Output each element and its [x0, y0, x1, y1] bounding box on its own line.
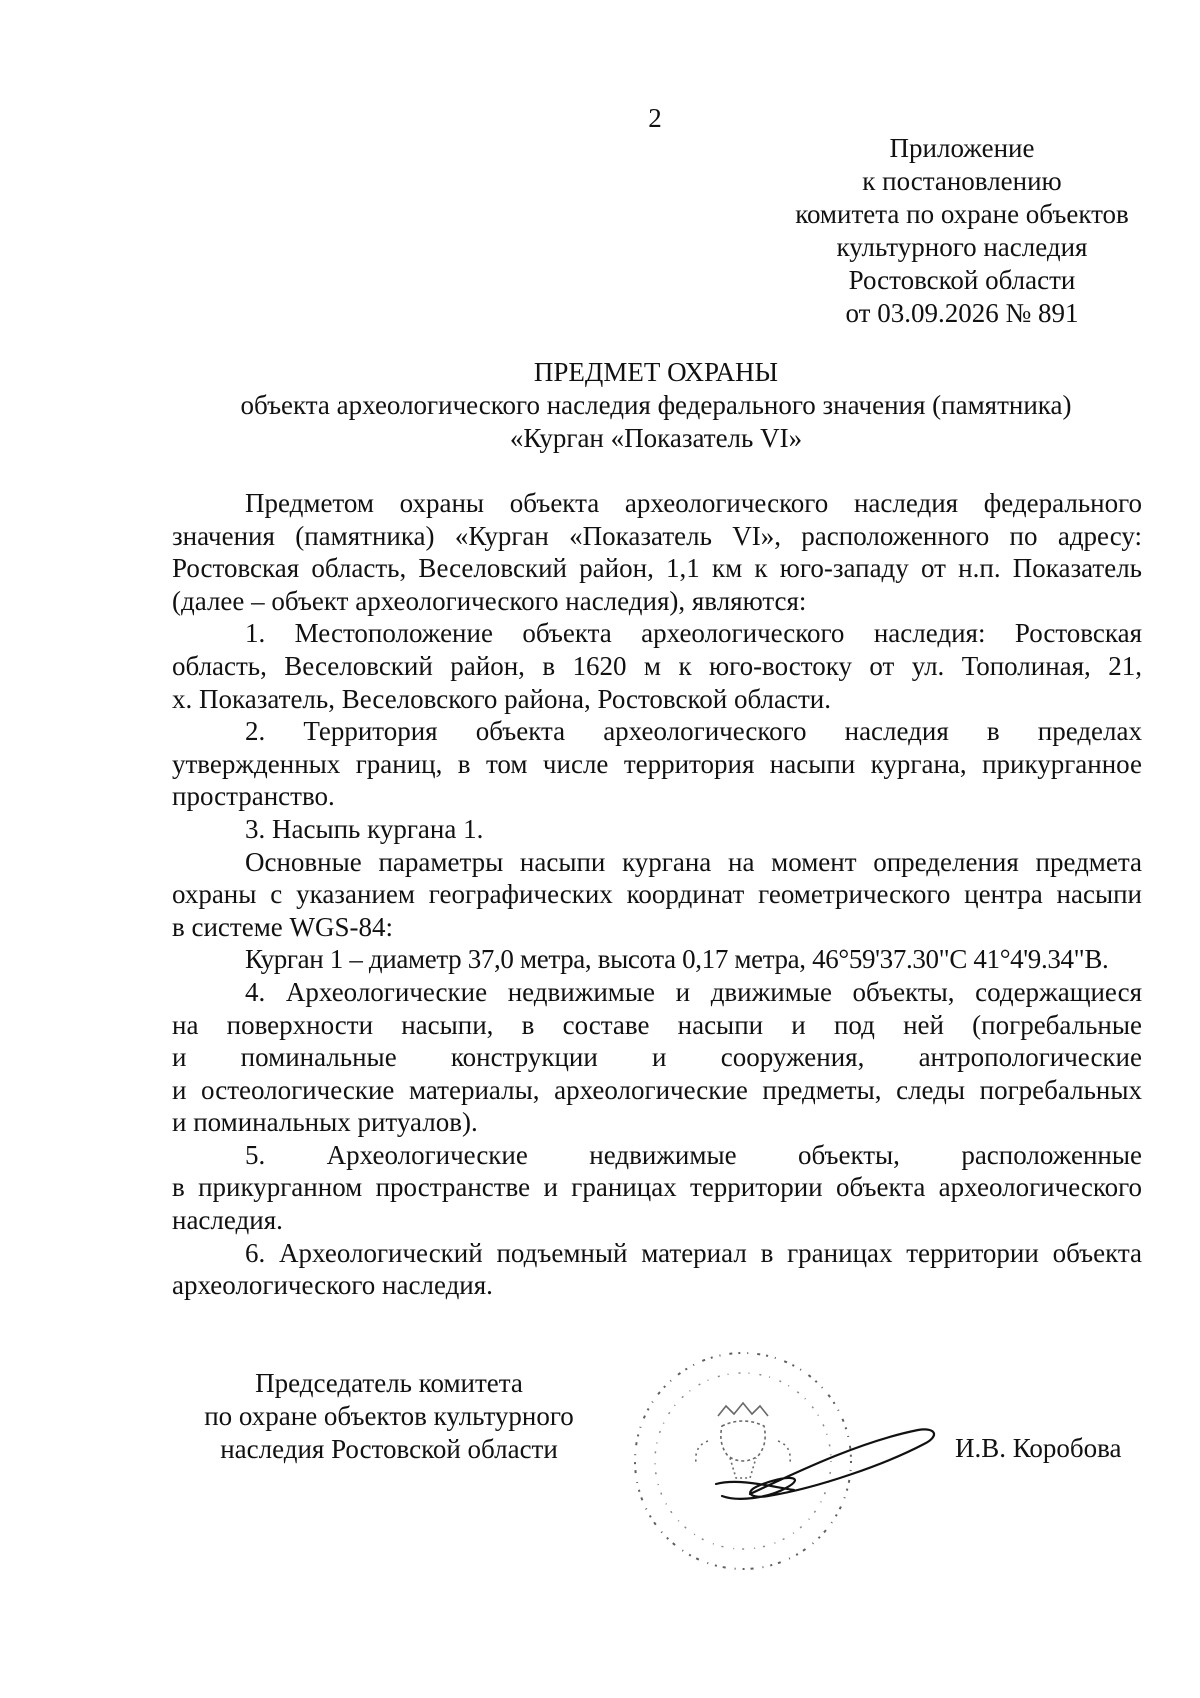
- appendix-line: Приложение: [889, 133, 1035, 163]
- text-line: Предметом охраны объекта археологического наследия федерального: [245, 488, 1142, 518]
- text-line: 5. Археологические недвижимые объекты, расположенные: [245, 1139, 1142, 1170]
- text-line: Ростовская область, Веселовский район, 1,1 км к юго-западу от н.п. Показатель: [172, 553, 1142, 584]
- kurgan-coordinates: [172, 943, 1142, 976]
- text-line: и остеологические материалы, археологические предметы, следы погребальных: [172, 1074, 1142, 1105]
- text-line: на поверхности насыпи, в составе насыпи и под ней (погребальные: [172, 1009, 1142, 1040]
- handwritten-signature: [716, 1429, 934, 1498]
- text-line: в системе WGS-84:: [172, 911, 394, 942]
- document-title: ПРЕДМЕТ ОХРАНЫ: [533, 357, 779, 387]
- intro-paragraph: [172, 487, 1142, 617]
- document-subtitle: объекта археологического наследия федерального значения (памятника): [240, 390, 1072, 420]
- document-subtitle: «Курган «Показатель VI»: [509, 423, 803, 453]
- list-item-1: [172, 617, 1142, 715]
- text-line: охраны с указанием географических координат геометрического центра насыпи: [172, 879, 1142, 910]
- text-line: 3. Насыпь кургана 1.: [245, 813, 484, 844]
- text-line: в прикурганном пространстве и границах территории объекта археологического: [172, 1172, 1142, 1203]
- signatory-position: [178, 1367, 600, 1466]
- text-line: 2. Территория объекта археологического наследия в пределах: [245, 716, 1142, 747]
- text-line: Курган 1 – диаметр 37,0 метра, высота 0,17 метра, 46°59'37.30"С 41°4'9.34"В.: [245, 944, 1109, 975]
- list-item-3: [172, 813, 1142, 846]
- list-item-2: [172, 715, 1142, 813]
- document-heading: [170, 356, 1142, 455]
- appendix-line: культурного наследия: [836, 232, 1088, 262]
- text-line: 1. Местоположение объекта археологического наследия: Ростовская: [245, 618, 1142, 649]
- list-item-4: [172, 976, 1142, 1139]
- seal-and-signature-icon: [618, 1346, 958, 1596]
- signatory-name: И.В. Коробова: [955, 1433, 1122, 1463]
- parameters-paragraph: [172, 846, 1142, 944]
- text-line: археологического наследия.: [172, 1270, 493, 1301]
- appendix-line: к постановлению: [862, 166, 1062, 196]
- appendix-block: [742, 132, 1182, 330]
- text-line: и поминальные конструкции и сооружения, антропологические: [172, 1042, 1142, 1073]
- list-item-6: [172, 1237, 1142, 1302]
- text-line: область, Веселовский район, в 1620 м к юго-востоку от ул. Тополиная, 21,: [172, 650, 1142, 681]
- appendix-date-line: от 03.09.2026 № 891: [845, 298, 1079, 328]
- appendix-line: Ростовской области: [848, 265, 1076, 295]
- appendix-line: комитета по охране объектов: [795, 199, 1129, 229]
- text-line: (далее – объект археологического наследия), являются:: [172, 585, 807, 616]
- signatory-position-line: наследия Ростовской области: [220, 1434, 558, 1464]
- text-line: наследия.: [172, 1205, 283, 1236]
- signatory-position-line: Председатель комитета: [255, 1368, 523, 1398]
- text-line: значения (памятника) «Курган «Показатель VI», расположенного по адресу:: [172, 520, 1142, 551]
- page-number: 2: [648, 103, 662, 133]
- text-line: Основные параметры насыпи кургана на момент определения предмета: [245, 846, 1142, 877]
- text-line: и поминальных ритуалов).: [172, 1107, 478, 1138]
- text-line: утвержденных границ, в том числе территория насыпи кургана, прикурганное: [172, 748, 1142, 779]
- document-body: [172, 487, 1142, 1302]
- list-item-5: [172, 1139, 1142, 1237]
- text-line: 6. Археологический подъемный материал в границах территории объекта: [245, 1237, 1142, 1268]
- official-seal: [635, 1353, 851, 1569]
- text-line: пространство.: [172, 781, 335, 812]
- text-line: 4. Археологические недвижимые и движимые объекты, содержащиеся: [245, 976, 1142, 1007]
- text-line: х. Показатель, Веселовского района, Ростовской области.: [172, 683, 831, 714]
- signatory-position-line: по охране объектов культурного: [204, 1401, 574, 1431]
